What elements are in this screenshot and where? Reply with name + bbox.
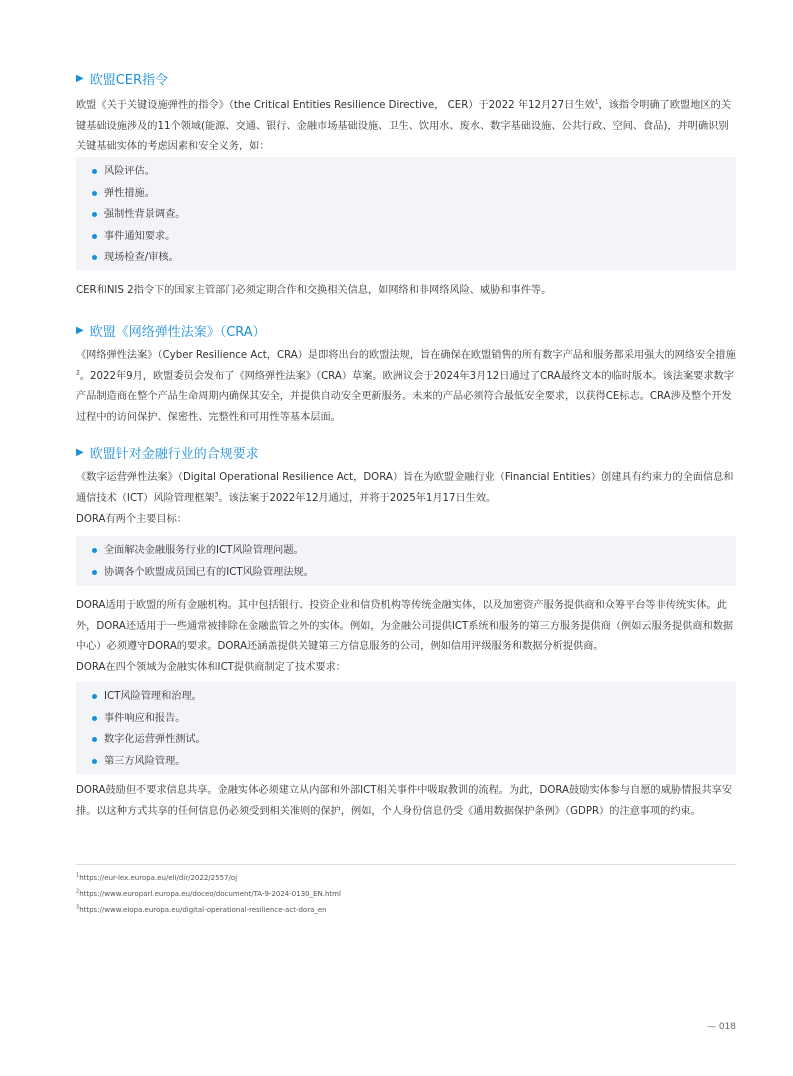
list-item: 现场检查/审核。: [92, 247, 736, 269]
bullet-dot-icon: [92, 716, 97, 721]
footnote-ref[interactable]: 1: [594, 98, 599, 106]
list-item: 事件响应和报告。: [92, 708, 736, 730]
paragraph: DORA有两个主要目标：: [76, 514, 187, 525]
bullet-list-box: [76, 157, 736, 270]
bullet-dot-icon: [92, 737, 97, 742]
paragraph: 《网络弹性法案》（Cyber Resilience Act，CRA）是即将出台的欧盟法规，旨在确保在欧盟销售的所有数字产品和服务都采用强大的网络安全措施$^2$。2022年9月，欧盟委员会发布了《网络弹性法案》（CRA）草案。欧洲议会于2024年3月12日通过了CRA最终文本的临时版本。该法案要求数字产品制造商在整个产品生命周期内确保其安全，并提供自动安全更新服务。未来的产品必须符合最低安全要求，以获得CE标志。CRA涉及整个开发过程中的访问保护、保密性、完整性和可用性等基本层面。: [76, 350, 736, 423]
bullet-dot-icon: [92, 169, 97, 174]
list-item: 强制性背景调查。: [92, 204, 736, 226]
section-title: 欧盟CER指令: [89, 72, 169, 88]
bullet-dot-icon: [92, 191, 97, 196]
section-title: 欧盟《网络弹性法案》（CRA）: [89, 324, 266, 340]
footnote-ref[interactable]: 3: [214, 491, 219, 499]
list-item: 数字化运营弹性测试。: [92, 729, 736, 751]
section-title: 欧盟针对金融行业的合规要求: [89, 446, 259, 462]
page-number: — 018: [706, 1022, 736, 1032]
list-item: 弹性措施。: [92, 183, 736, 205]
list-item: 事件通知要求。: [92, 226, 736, 248]
list-item: 风险评估。: [92, 161, 736, 183]
paragraph: CER和NIS 2指令下的国家主管部门必须定期合作和交换相关信息，如网络和非网络风险、威胁和事件等。: [76, 285, 552, 296]
footnote-link[interactable]: https://www.europarl.europa.eu/doceo/document/TA-9-2024-0130_EN.html: [79, 890, 341, 898]
footnote[interactable]: $^1$https://eur-lex.europa.eu/eli/dir/2022/2557/oj: [76, 872, 238, 882]
footnote[interactable]: $^3$https://www.eiopa.europa.eu/digital-operational-resilience-act-dora_en: [76, 904, 327, 914]
paragraph: 《数字运营弹性法案》（Digital Operational Resilience Act，DORA）旨在为欧盟金融行业（Financial Entities）创建具有约束力的全面信息和通信技术（ICT）风险管理框架$^3$。该法案于2022年12月通过，并将于2025年1月17日生效。: [76, 472, 734, 504]
triangle-bullet-icon: ▶: [76, 72, 84, 84]
paragraph: DORA适用于欧盟的所有金融机构。其中包括银行、投资企业和信贷机构等传统金融实体，以及加密资产服务提供商和众筹平台等非传统实体。此外，DORA还适用于一些通常被排除在金融监管之外的实体。例如，为金融公司提供ICT系统和服务的第三方服务提供商（例如云服务提供商和数据中心）必须遵守DORA的要求。DORA还涵盖提供关键第三方信息服务的公司，例如信用评级服务和数据分析提供商。: [76, 600, 734, 652]
list-item: ICT风险管理和治理。: [92, 686, 736, 708]
triangle-bullet-icon: ▶: [76, 446, 84, 458]
section-heading-cer: [76, 68, 168, 88]
section-heading-cra: [76, 320, 266, 340]
paragraph: DORA鼓励但不要求信息共享。金融实体必须建立从内部和外部ICT相关事件中吸取教训的流程。为此，DORA鼓励实体参与自愿的威胁情报共享安排。以这种方式共享的任何信息仍必须受到相关准则的保护，例如，个人身份信息仍受《通用数据保护条例》（GDPR）的注意事项的约束。: [76, 785, 733, 817]
bullet-dot-icon: [92, 759, 97, 764]
footnote-link[interactable]: https://www.eiopa.europa.eu/digital-operational-resilience-act-dora_en: [79, 906, 327, 914]
list-item: 全面解决金融服务行业的ICT风险管理问题。: [92, 540, 736, 562]
bullet-list-box: [76, 536, 736, 586]
bullet-list-box: [76, 682, 736, 774]
footnote-divider: [76, 864, 736, 865]
footnote-link[interactable]: https://eur-lex.europa.eu/eli/dir/2022/2557/oj: [79, 874, 238, 882]
bullet-dot-icon: [92, 212, 97, 217]
list-item: 协调各个欧盟成员国已有的ICT风险管理法规。: [92, 562, 736, 584]
footnote-ref[interactable]: 2: [76, 369, 80, 377]
bullet-dot-icon: [92, 548, 97, 553]
bullet-dot-icon: [92, 234, 97, 239]
bullet-dot-icon: [92, 694, 97, 699]
triangle-bullet-icon: ▶: [76, 324, 84, 336]
bullet-dot-icon: [92, 255, 97, 260]
list-item: 第三方风险管理。: [92, 751, 736, 773]
paragraph: 欧盟《关于关键设施弹性的指令》（the Critical Entities Resilience Directive， CER）于2022 年12月27日生效$^1$，该指令明确了欧盟地区的关键基础设施涉及的11个领域(能源、交通、银行、金融市场基础设施、卫生、饮用水、废水、数字基础设施、公共行政、空间、食品)，并明确识别关键基础实体的考虑因素和安全义务，如：: [76, 98, 731, 152]
bullet-dot-icon: [92, 570, 97, 575]
paragraph: DORA在四个领域为金融实体和ICT提供商制定了技术要求：: [76, 662, 346, 673]
footnote[interactable]: $^2$https://www.europarl.europa.eu/doceo/document/TA-9-2024-0130_EN.html: [76, 888, 341, 898]
section-heading-dora: [76, 442, 259, 462]
